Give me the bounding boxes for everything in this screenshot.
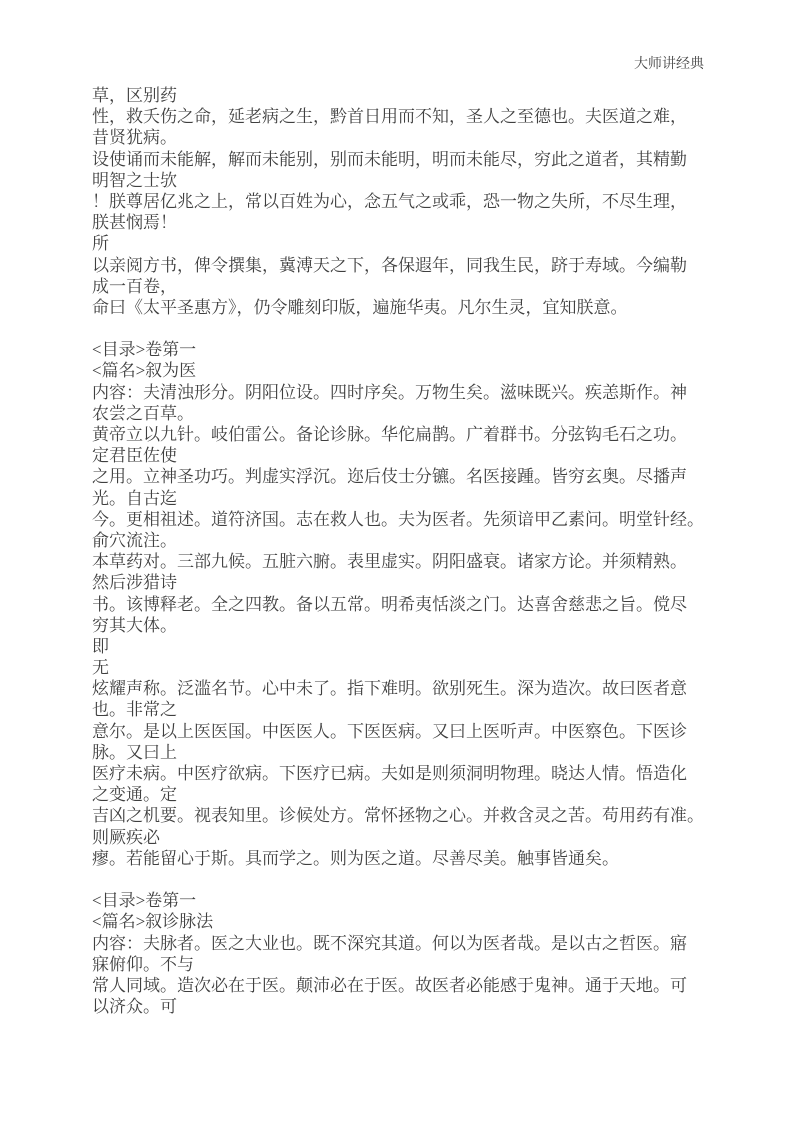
text-line: 常人同域。造次必在于医。颠沛必在于医。故医者必能感于鬼神。通于天地。可 [92, 975, 687, 995]
text-line: 以亲阅方书，俾令撰集，冀溥天之下，各保遐年，同我生民，跻于寿域。今编勒 [92, 255, 687, 275]
text-line: 医疗未病。中医疗欲病。下医疗已病。夫如是则须洞明物理。晓达人情。悟造化 [92, 764, 687, 783]
text-line: <目录>卷第一 [92, 340, 197, 360]
text-line: 所 [92, 234, 109, 254]
text-line: 内容：夫脉者。医之大业也。既不深究其道。何以为医者哉。是以古之哲医。寤 [92, 933, 687, 953]
text-line: 书。该博释老。全之四教。备以五常。明希夷恬淡之门。达喜舍慈悲之旨。傥尽 [92, 594, 687, 614]
text-line: 即 [92, 636, 109, 656]
text-line: 之用。立神圣功巧。判虚实浮沉。迩后伎士分镳。名医接踵。皆穷玄奥。尽播声 [92, 467, 687, 487]
text-line: 之变通。定 [92, 785, 177, 805]
text-line: <篇名>叙为医 [92, 361, 197, 381]
text-line: 今。更相祖述。道符济国。志在救人也。夫为医者。先须谙甲乙素问。明堂针经。 [92, 509, 704, 529]
text-line: 炫耀声称。泛滥名节。心中未了。指下难明。欲别死生。深为造次。故曰医者意 [92, 679, 687, 699]
text-line: 光。自古迄 [92, 488, 177, 508]
text-line: ！朕尊居亿兆之上，常以百姓为心，念五气之或乖，恐一物之失所，不尽生理， [92, 191, 687, 211]
text-line: 瘳。若能留心于斯。具而学之。则为医之道。尽善尽美。触事皆通矣。 [92, 848, 619, 868]
text-line: 以济众。可 [92, 997, 177, 1017]
text-line: <目录>卷第一 [92, 891, 197, 911]
text-line: 内容：夫清浊形分。阴阳位设。四时序矣。万物生矣。滋味既兴。疾恙斯作。神 [92, 382, 687, 402]
section-xuzhenmaifa-block [92, 890, 708, 1017]
text-line: 穷其大体。 [92, 615, 177, 635]
text-line: 命曰《太平圣惠方》，仍令雕刻印版，遍施华夷。凡尔生灵，宜知朕意。 [92, 297, 628, 317]
text-line: 昔贤犹病。 [92, 128, 177, 148]
text-line: 也。非常之 [92, 700, 177, 720]
text-line: 性，救夭伤之命，延老病之生，黔首日用而不知，圣人之至德也。夫医道之难， [92, 107, 687, 127]
text-line: 吉凶之机要。视表知里。诊候处方。常怀拯物之心。并救含灵之苦。苟用药有准。 [92, 806, 704, 826]
text-line: 则厥疾必 [92, 827, 160, 847]
text-line: 然后涉猎诗 [92, 573, 177, 593]
text-line: 寐俯仰。不与 [92, 954, 194, 974]
text-line: 草，区别药 [92, 86, 177, 105]
section-xuweiyi-block [92, 339, 708, 869]
text-line: 明智之士欤 [92, 170, 177, 190]
text-line: 无 [92, 658, 109, 678]
text-line: 脉。又曰上 [92, 742, 177, 762]
text-line: 意尔。是以上医医国。中医医人。下医医病。又曰上医听声。中医察色。下医诊 [92, 721, 687, 741]
document-body [92, 85, 708, 1017]
text-line: 俞穴流注。 [92, 530, 177, 550]
text-line: 定君臣佐使 [92, 446, 177, 466]
text-line: 本草药对。三部九候。五脏六腑。表里虚实。阴阳盛衰。诸家方论。并须精熟。 [92, 552, 687, 572]
text-line: 成一百卷， [92, 276, 177, 296]
text-line: 黄帝立以九针。岐伯雷公。备论诊脉。华佗扁鹊。广着群书。分弦钩毛石之功。 [92, 425, 687, 444]
text-line: <篇名>叙诊脉法 [92, 912, 214, 932]
text-line: 农尝之百草。 [92, 403, 194, 423]
page-header-watermark: 大师讲经典 [634, 57, 704, 72]
text-line: 朕甚悯焉！ [92, 213, 177, 233]
text-line: 设使诵而未能解，解而未能别，别而未能明，明而未能尽，穷此之道者，其精勤 [92, 149, 687, 169]
preface-block [92, 85, 708, 318]
